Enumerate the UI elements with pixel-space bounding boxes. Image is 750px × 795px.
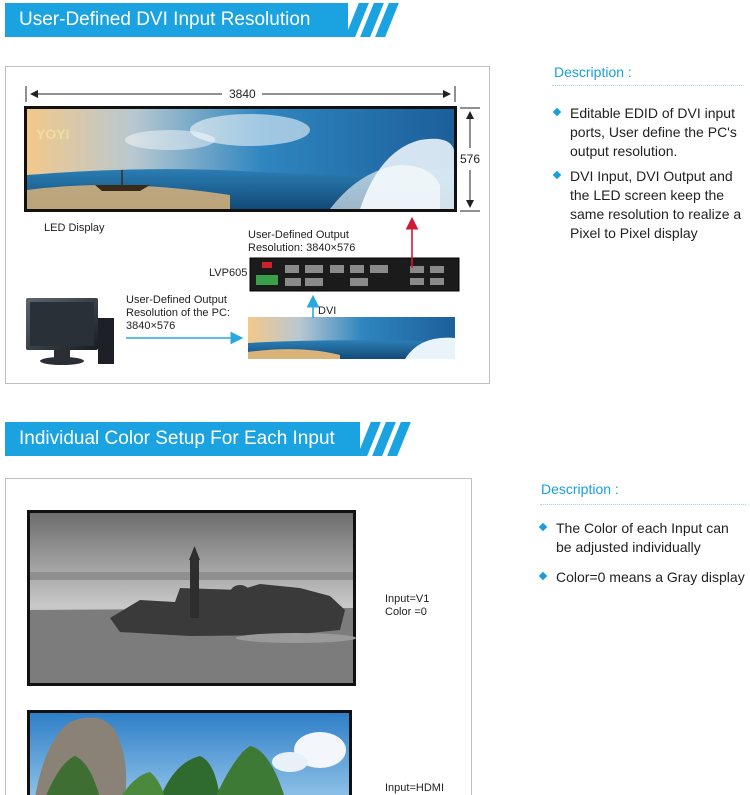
watermark: YOYI (36, 126, 70, 142)
bullet-diamond-icon (539, 572, 547, 580)
section1-bullet-2: DVI Input, DVI Output and the LED screen keep the same resolution to realize a Pixel to Pixel display (570, 167, 748, 243)
device-label: LVP605 (209, 267, 248, 279)
image2-label: Input=HDMI (385, 782, 444, 794)
color-karst-image (27, 710, 352, 795)
section1-bullet-1: Editable EDID of DVI input ports, User define the PC's output resolution. (570, 104, 746, 161)
section2-bullet-2: Color=0 means a Gray display (556, 568, 748, 587)
led-display-image (24, 106, 457, 212)
section2-bullet-1: The Color of each Input can be adjusted individually (556, 519, 748, 557)
led-display-label: LED Display (44, 222, 105, 234)
pc-resolution-label: User-Defined Output Resolution of the PC: 3840×576 (126, 294, 230, 332)
color-setup-images (0, 500, 400, 795)
gray-city-image (27, 510, 356, 686)
section1-title: User-Defined DVI Input Resolution (19, 9, 311, 30)
width-label: 3840 (229, 87, 256, 101)
lvp605-device (250, 258, 459, 291)
image1-label: Input=V1 Color =0 (385, 593, 430, 618)
section2-title: Individual Color Setup For Each Input (19, 428, 335, 449)
dvi-label: DVI (318, 305, 337, 317)
section1-description-divider (552, 85, 744, 86)
section2-title-banner (5, 422, 360, 456)
pc-computer-icon (26, 298, 114, 365)
section2-description-title: Description : (541, 481, 619, 497)
output-resolution-label: User-Defined Output Resolution: 3840×576 (248, 229, 356, 254)
section1-description-title: Description : (554, 64, 632, 80)
section2-description-divider (540, 504, 746, 505)
height-label: 576 (460, 152, 481, 166)
bullet-diamond-icon (539, 523, 547, 531)
source-image (248, 317, 455, 359)
